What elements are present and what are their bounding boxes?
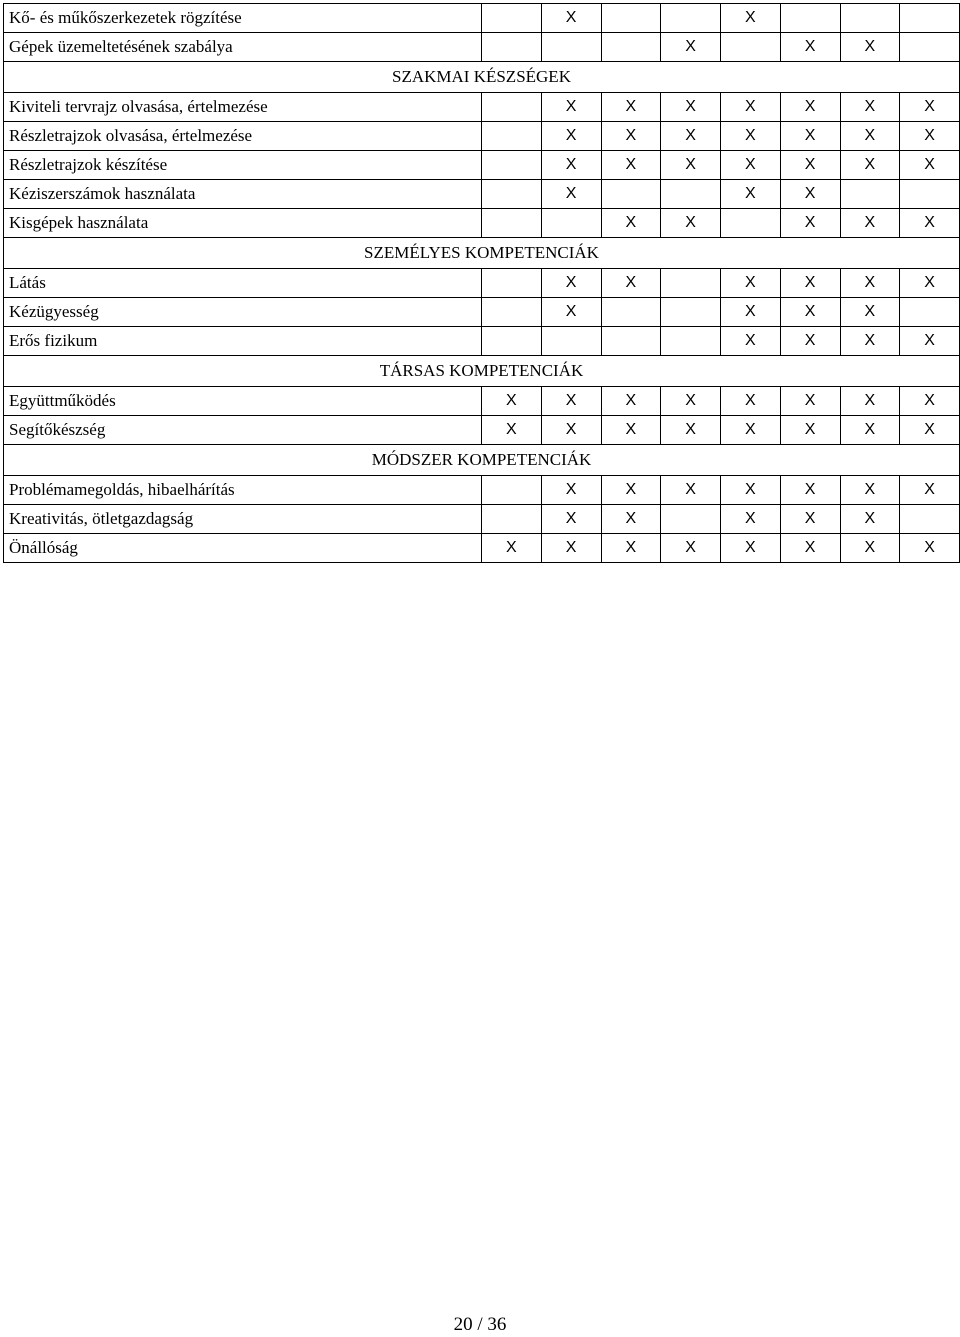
mark-cell: X bbox=[601, 93, 661, 122]
section-title: SZEMÉLYES KOMPETENCIÁK bbox=[4, 238, 960, 269]
row-label: Kreativitás, ötletgazdagság bbox=[4, 505, 482, 534]
row-label: Gépek üzemeltetésének szabálya bbox=[4, 33, 482, 62]
mark-cell: X bbox=[780, 505, 840, 534]
mark-cell: X bbox=[541, 93, 601, 122]
mark-cell bbox=[661, 4, 721, 33]
table-row bbox=[4, 534, 960, 563]
mark-cell: X bbox=[840, 209, 900, 238]
mark-cell: X bbox=[900, 122, 960, 151]
mark-cell: X bbox=[840, 93, 900, 122]
mark-cell: X bbox=[840, 534, 900, 563]
table-row bbox=[4, 93, 960, 122]
mark-cell: X bbox=[840, 33, 900, 62]
mark-cell: X bbox=[482, 416, 542, 445]
mark-cell: X bbox=[721, 298, 781, 327]
mark-cell: X bbox=[840, 151, 900, 180]
mark-cell bbox=[601, 327, 661, 356]
mark-cell bbox=[482, 327, 542, 356]
mark-cell bbox=[482, 93, 542, 122]
mark-cell: X bbox=[840, 298, 900, 327]
mark-cell: X bbox=[601, 269, 661, 298]
mark-cell: X bbox=[780, 476, 840, 505]
mark-cell: X bbox=[780, 327, 840, 356]
mark-cell: X bbox=[601, 416, 661, 445]
mark-cell bbox=[601, 33, 661, 62]
mark-cell: X bbox=[721, 269, 781, 298]
row-label: Problémamegoldás, hibaelhárítás bbox=[4, 476, 482, 505]
mark-cell bbox=[482, 505, 542, 534]
table-row bbox=[4, 298, 960, 327]
mark-cell: X bbox=[900, 93, 960, 122]
mark-cell: X bbox=[601, 209, 661, 238]
mark-cell: X bbox=[661, 476, 721, 505]
mark-cell: X bbox=[721, 4, 781, 33]
mark-cell: X bbox=[541, 151, 601, 180]
mark-cell: X bbox=[840, 476, 900, 505]
mark-cell: X bbox=[601, 534, 661, 563]
mark-cell: X bbox=[840, 416, 900, 445]
mark-cell: X bbox=[601, 505, 661, 534]
row-label: Önállóság bbox=[4, 534, 482, 563]
section-title: MÓDSZER KOMPETENCIÁK bbox=[4, 445, 960, 476]
mark-cell bbox=[840, 4, 900, 33]
mark-cell bbox=[661, 180, 721, 209]
mark-cell: X bbox=[661, 33, 721, 62]
mark-cell: X bbox=[661, 387, 721, 416]
mark-cell: X bbox=[780, 93, 840, 122]
mark-cell: X bbox=[661, 416, 721, 445]
mark-cell bbox=[541, 327, 601, 356]
row-label: Kézügyesség bbox=[4, 298, 482, 327]
mark-cell bbox=[482, 209, 542, 238]
mark-cell: X bbox=[721, 122, 781, 151]
mark-cell: X bbox=[721, 534, 781, 563]
mark-cell bbox=[900, 180, 960, 209]
mark-cell bbox=[601, 298, 661, 327]
competency-table bbox=[3, 3, 960, 563]
mark-cell: X bbox=[840, 122, 900, 151]
mark-cell: X bbox=[721, 93, 781, 122]
mark-cell bbox=[482, 298, 542, 327]
mark-cell: X bbox=[780, 209, 840, 238]
table-row bbox=[4, 327, 960, 356]
mark-cell: X bbox=[541, 416, 601, 445]
row-label: Kiviteli tervrajz olvasása, értelmezése bbox=[4, 93, 482, 122]
mark-cell: X bbox=[541, 298, 601, 327]
mark-cell bbox=[482, 33, 542, 62]
mark-cell: X bbox=[721, 327, 781, 356]
row-label: Együttműködés bbox=[4, 387, 482, 416]
mark-cell bbox=[900, 33, 960, 62]
mark-cell: X bbox=[721, 505, 781, 534]
mark-cell: X bbox=[541, 122, 601, 151]
mark-cell bbox=[541, 209, 601, 238]
mark-cell bbox=[482, 180, 542, 209]
mark-cell: X bbox=[780, 122, 840, 151]
mark-cell bbox=[721, 209, 781, 238]
mark-cell bbox=[482, 151, 542, 180]
mark-cell: X bbox=[900, 534, 960, 563]
row-label: Részletrajzok olvasása, értelmezése bbox=[4, 122, 482, 151]
mark-cell: X bbox=[661, 209, 721, 238]
table-row bbox=[4, 387, 960, 416]
mark-cell bbox=[840, 180, 900, 209]
table-row bbox=[4, 122, 960, 151]
mark-cell: X bbox=[900, 269, 960, 298]
table-row bbox=[4, 269, 960, 298]
row-label: Kő- és műkőszerkezetek rögzítése bbox=[4, 4, 482, 33]
mark-cell: X bbox=[721, 180, 781, 209]
mark-cell: X bbox=[780, 534, 840, 563]
mark-cell: X bbox=[541, 4, 601, 33]
mark-cell bbox=[482, 269, 542, 298]
mark-cell: X bbox=[482, 387, 542, 416]
row-label: Segítőkészség bbox=[4, 416, 482, 445]
mark-cell: X bbox=[541, 505, 601, 534]
mark-cell: X bbox=[840, 269, 900, 298]
row-label: Kéziszerszámok használata bbox=[4, 180, 482, 209]
mark-cell: X bbox=[840, 327, 900, 356]
mark-cell bbox=[482, 4, 542, 33]
section-header-row bbox=[4, 238, 960, 269]
mark-cell: X bbox=[541, 180, 601, 209]
mark-cell: X bbox=[541, 476, 601, 505]
mark-cell: X bbox=[721, 476, 781, 505]
row-label: Részletrajzok készítése bbox=[4, 151, 482, 180]
mark-cell bbox=[900, 298, 960, 327]
mark-cell: X bbox=[661, 151, 721, 180]
mark-cell bbox=[601, 180, 661, 209]
row-label: Erős fizikum bbox=[4, 327, 482, 356]
table-row bbox=[4, 416, 960, 445]
mark-cell: X bbox=[780, 387, 840, 416]
mark-cell bbox=[780, 4, 840, 33]
mark-cell: X bbox=[601, 122, 661, 151]
mark-cell bbox=[900, 4, 960, 33]
row-label: Kisgépek használata bbox=[4, 209, 482, 238]
mark-cell: X bbox=[780, 180, 840, 209]
mark-cell: X bbox=[900, 416, 960, 445]
mark-cell: X bbox=[840, 387, 900, 416]
mark-cell: X bbox=[780, 269, 840, 298]
mark-cell bbox=[482, 476, 542, 505]
table-row bbox=[4, 4, 960, 33]
mark-cell: X bbox=[900, 387, 960, 416]
section-title: TÁRSAS KOMPETENCIÁK bbox=[4, 356, 960, 387]
table-row bbox=[4, 476, 960, 505]
row-label: Látás bbox=[4, 269, 482, 298]
mark-cell: X bbox=[541, 269, 601, 298]
table-row bbox=[4, 180, 960, 209]
table-body bbox=[4, 4, 960, 563]
page-number: 20 / 36 bbox=[453, 1314, 507, 1335]
mark-cell: X bbox=[541, 534, 601, 563]
mark-cell bbox=[661, 269, 721, 298]
mark-cell: X bbox=[721, 416, 781, 445]
mark-cell: X bbox=[601, 476, 661, 505]
mark-cell bbox=[721, 33, 781, 62]
mark-cell: X bbox=[541, 387, 601, 416]
table-row bbox=[4, 33, 960, 62]
mark-cell: X bbox=[601, 151, 661, 180]
mark-cell: X bbox=[780, 33, 840, 62]
mark-cell: X bbox=[661, 122, 721, 151]
mark-cell: X bbox=[601, 387, 661, 416]
mark-cell: X bbox=[482, 534, 542, 563]
mark-cell bbox=[661, 298, 721, 327]
mark-cell: X bbox=[900, 151, 960, 180]
section-header-row bbox=[4, 445, 960, 476]
mark-cell bbox=[661, 505, 721, 534]
mark-cell: X bbox=[900, 476, 960, 505]
mark-cell bbox=[482, 122, 542, 151]
table-row bbox=[4, 505, 960, 534]
section-header-row bbox=[4, 62, 960, 93]
mark-cell: X bbox=[780, 151, 840, 180]
table-row bbox=[4, 209, 960, 238]
mark-cell bbox=[601, 4, 661, 33]
mark-cell: X bbox=[721, 387, 781, 416]
mark-cell bbox=[541, 33, 601, 62]
section-title: SZAKMAI KÉSZSÉGEK bbox=[4, 62, 960, 93]
mark-cell: X bbox=[840, 505, 900, 534]
mark-cell: X bbox=[780, 416, 840, 445]
mark-cell: X bbox=[900, 327, 960, 356]
mark-cell: X bbox=[900, 209, 960, 238]
mark-cell: X bbox=[721, 151, 781, 180]
mark-cell bbox=[661, 327, 721, 356]
mark-cell bbox=[900, 505, 960, 534]
mark-cell: X bbox=[780, 298, 840, 327]
section-header-row bbox=[4, 356, 960, 387]
mark-cell: X bbox=[661, 93, 721, 122]
table-row bbox=[4, 151, 960, 180]
mark-cell: X bbox=[661, 534, 721, 563]
